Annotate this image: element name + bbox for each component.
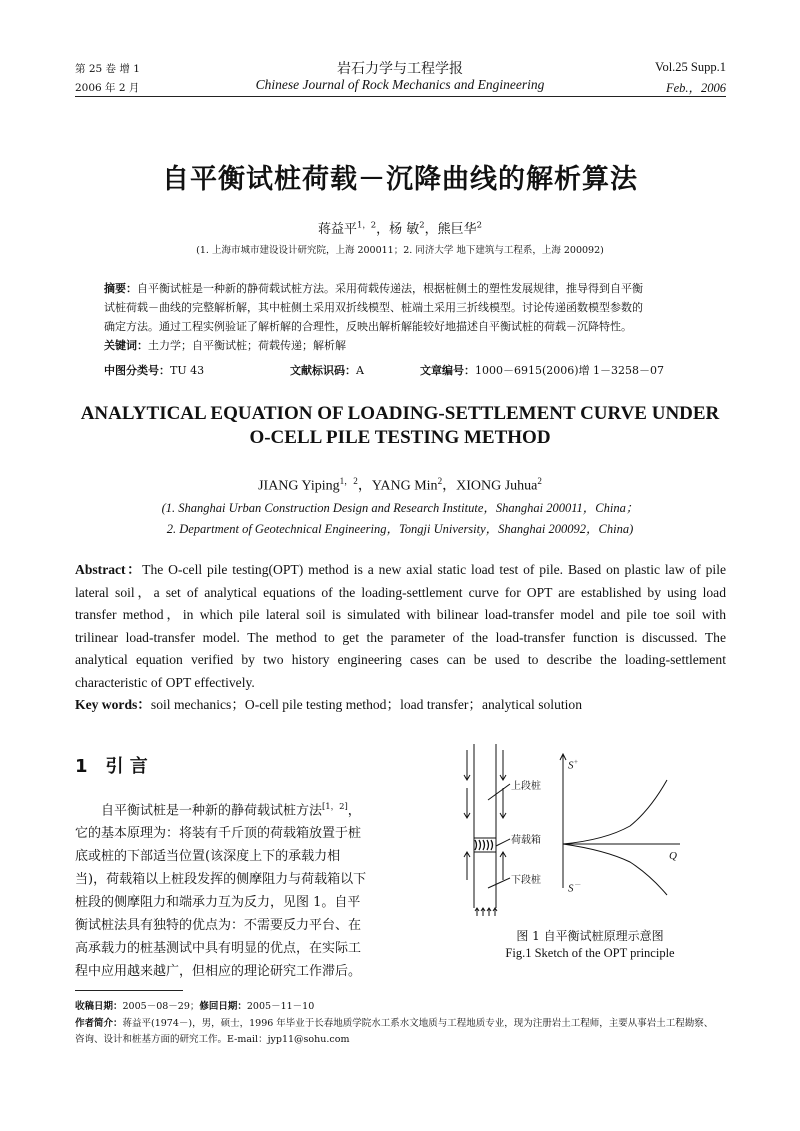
fig-axis-s-plus [568, 758, 578, 772]
tip-resistance-arrows [475, 908, 497, 916]
header-date-cn: 2006 年 2 月 [75, 82, 140, 94]
intro-line: 高承载力的桩基测试中具有明显的优点，在实际工 [75, 941, 362, 957]
keywords-cn-text: 土力学；自平衡试桩；荷载传递；解析解 [148, 339, 346, 352]
abstract-cn-line: 自平衡试桩是一种新的静荷载试桩方法。采用荷载传递法，根据桩侧土的塑性发展规律，推导得到自平衡 [137, 282, 643, 295]
abstract-en-text: The O-cell pile testing(OPT) method is a new axial static load test of pile. Based on plastic law of pile [142, 562, 727, 577]
leader-lower [488, 878, 510, 888]
section-heading [75, 752, 148, 778]
keywords-en [75, 693, 582, 713]
authors-en [0, 474, 800, 495]
abstract-en-label: Abstract： [75, 562, 143, 577]
abstract-en-line: transfer method，in which pile lateral soil is simulated with bilinear load-transfer model and pile toe soil with [75, 607, 726, 622]
doc-code-value: A [356, 364, 364, 377]
fig-label-upper-pile: 上段桩 [511, 781, 541, 792]
intro-line [75, 795, 387, 822]
author-affil-mark: 2 [537, 476, 542, 486]
classification-doc [290, 362, 364, 378]
bio-line[interactable]: 咨询、设计和桩基方面的研究工作。E-mail：jyp11@sohu.com [75, 1034, 350, 1045]
fig-axis-s-minus-sign: － [573, 881, 581, 889]
fig-axis-s-plus-letter: S [568, 759, 574, 772]
abstract-en-line: analytical equation verified by two history engineering cases can be used to describe the loading-settlement [75, 652, 726, 667]
footnote-bio [75, 1016, 735, 1048]
intro-line: 底或桩的下部适当位置(该深度上下的承载力相 [75, 849, 341, 865]
paper-title-en-line2: O-CELL PILE TESTING METHOD [249, 427, 551, 448]
author-affil-mark: 1，2 [356, 219, 377, 230]
side-friction-arrows [464, 750, 506, 880]
leader-upper [488, 784, 510, 800]
abstract-cn-line: 确定方法。通过工程实例验证了解析解的合理性，反映出解析解能较好地描述自平衡试桩的荷载－沉降特性。 [104, 320, 632, 333]
figure-caption-en: Fig.1 Sketch of the OPT principle [505, 946, 675, 960]
intro-line: 它的基本原理为：将装有千斤顶的荷载箱放置于桩 [75, 826, 362, 842]
author-name-en: ，YANG Min [357, 478, 438, 494]
intro-line-text: 自平衡试桩是一种新的静荷载试桩方法 [101, 803, 323, 819]
author-name-en: ，XIONG Juhua [442, 478, 538, 494]
footnote-dates [75, 999, 735, 1015]
author-affil-mark: 2 [437, 476, 443, 486]
author-name-en: JIANG Yiping [258, 478, 340, 494]
abstract-cn-line: 试桩荷载－曲线的完整解析解，其中桩侧土采用双折线模型、桩端土采用三折线模型。讨论传递函数模型参数的 [104, 301, 643, 314]
authors-cn [0, 218, 800, 237]
author-name: ，熊巨华 [424, 222, 477, 237]
footnote-rule [75, 990, 183, 991]
section-number: 1 [75, 756, 88, 777]
header-journal-cn: 岩石力学与工程学报 [337, 61, 463, 77]
abstract-en-line: trilinear load-transfer model. The method to get the parameter of the load-transfer function is discussed. The [75, 629, 726, 645]
abstract-en-line: lateral soil，a set of analytical equations of the loading-settlement curve for OPT are established by using load [75, 584, 726, 600]
fig-axis-s-plus-sign: + [573, 758, 579, 766]
author-affil-mark: 2 [476, 219, 483, 230]
header-rule [75, 96, 726, 97]
revised-label: 修回日期： [199, 1001, 247, 1012]
clc-value: TU 43 [170, 364, 205, 377]
intro-line: 当)，荷载箱以上桩段发挥的侧摩阻力与荷载箱以下 [75, 872, 367, 888]
bio-label: 作者简介： [75, 1018, 123, 1029]
affiliation-en-line1: (1. Shanghai Urban Construction Design and Research Institute，Shanghai 200011，China； [161, 501, 639, 515]
intro-line: 桩段的侧摩阻力和端承力互为反力，见图 1。自平 [75, 895, 361, 911]
affiliation-en-line2: 2. Department of Geotechnical Engineering，Tongji University，Shanghai 200092，China) [166, 522, 634, 536]
revised-date: 2005－11－10 [246, 1001, 315, 1012]
intro-paragraph [75, 795, 387, 983]
abstract-cn [104, 279, 704, 355]
author-affil-mark: 2 [419, 219, 425, 230]
fig-axis-q: Q [669, 850, 677, 862]
abstract-cn-label: 摘要： [104, 282, 137, 295]
article-no-value: 1000－6915(2006)增 1－3258－07 [475, 364, 665, 377]
classification-clc [104, 362, 204, 378]
author-name: 蒋益平 [317, 222, 357, 237]
abstract-en [75, 559, 726, 694]
keywords-cn-label: 关键词： [104, 339, 148, 352]
abstract-en-line [75, 559, 726, 582]
intro-line-text: ， [347, 803, 361, 819]
paper-title-cn: 自平衡试桩荷载－沉降曲线的解析算法 [162, 164, 638, 195]
affiliation-cn: (1. 上海市城市建设设计研究院，上海 200011；2. 同济大学 地下建筑与工程系，上海 200092) [196, 245, 604, 256]
abstract-en-line: characteristic of OPT effectively. [75, 674, 255, 690]
clc-label: 中图分类号： [104, 364, 170, 377]
header-volume-cn: 第 25 卷 增 1 [75, 63, 140, 75]
author-affil-mark: 1，2 [339, 476, 358, 486]
intro-line: 程中应用越来越广，但相应的理论研究工作滞后。 [75, 964, 362, 980]
classification-article [420, 362, 664, 378]
keywords-en-text: soil mechanics；O-cell pile testing method；load transfer；analytical solution [150, 697, 583, 712]
section-title: 引 言 [105, 756, 148, 777]
fig-label-lower-pile: 下段桩 [511, 875, 541, 886]
received-date: 2005－08－29； [122, 1001, 200, 1012]
citation-ref[interactable]: [1，2] [322, 801, 348, 811]
fig-axis-s-minus-letter: S [568, 882, 574, 895]
header-journal-en: Chinese Journal of Rock Mechanics and Engineering [255, 77, 545, 92]
figure-caption-cn: 图 1 自平衡试桩原理示意图 [516, 929, 664, 943]
header-date-en: Feb.，2006 [665, 81, 726, 95]
author-name: ，杨 敏 [376, 222, 420, 237]
upper-curve [563, 780, 667, 844]
intro-line: 衡试桩法具有独特的优点为：不需要反力平台、在 [75, 918, 362, 934]
fig-axis-s-minus [568, 880, 581, 895]
received-label: 收稿日期： [75, 1001, 123, 1012]
paper-title-en-line1: ANALYTICAL EQUATION OF LOADING-SETTLEMENT CURVE UNDER [80, 403, 720, 424]
header-volume-en: Vol.25 Supp.1 [655, 60, 726, 74]
leader-box [496, 839, 510, 846]
keywords-en-label: Key words： [75, 697, 151, 712]
doc-code-label: 文献标识码： [290, 364, 356, 377]
fig-label-load-box: 荷载箱 [511, 835, 541, 846]
article-no-label: 文章编号： [420, 364, 475, 377]
bio-line: 蒋益平(1974－)，男，硕士，1996 年毕业于长春地质学院水工系水文地质与工程地质专业，现为注册岩土工程师，主要从事岩土工程勘察、 [122, 1018, 714, 1029]
